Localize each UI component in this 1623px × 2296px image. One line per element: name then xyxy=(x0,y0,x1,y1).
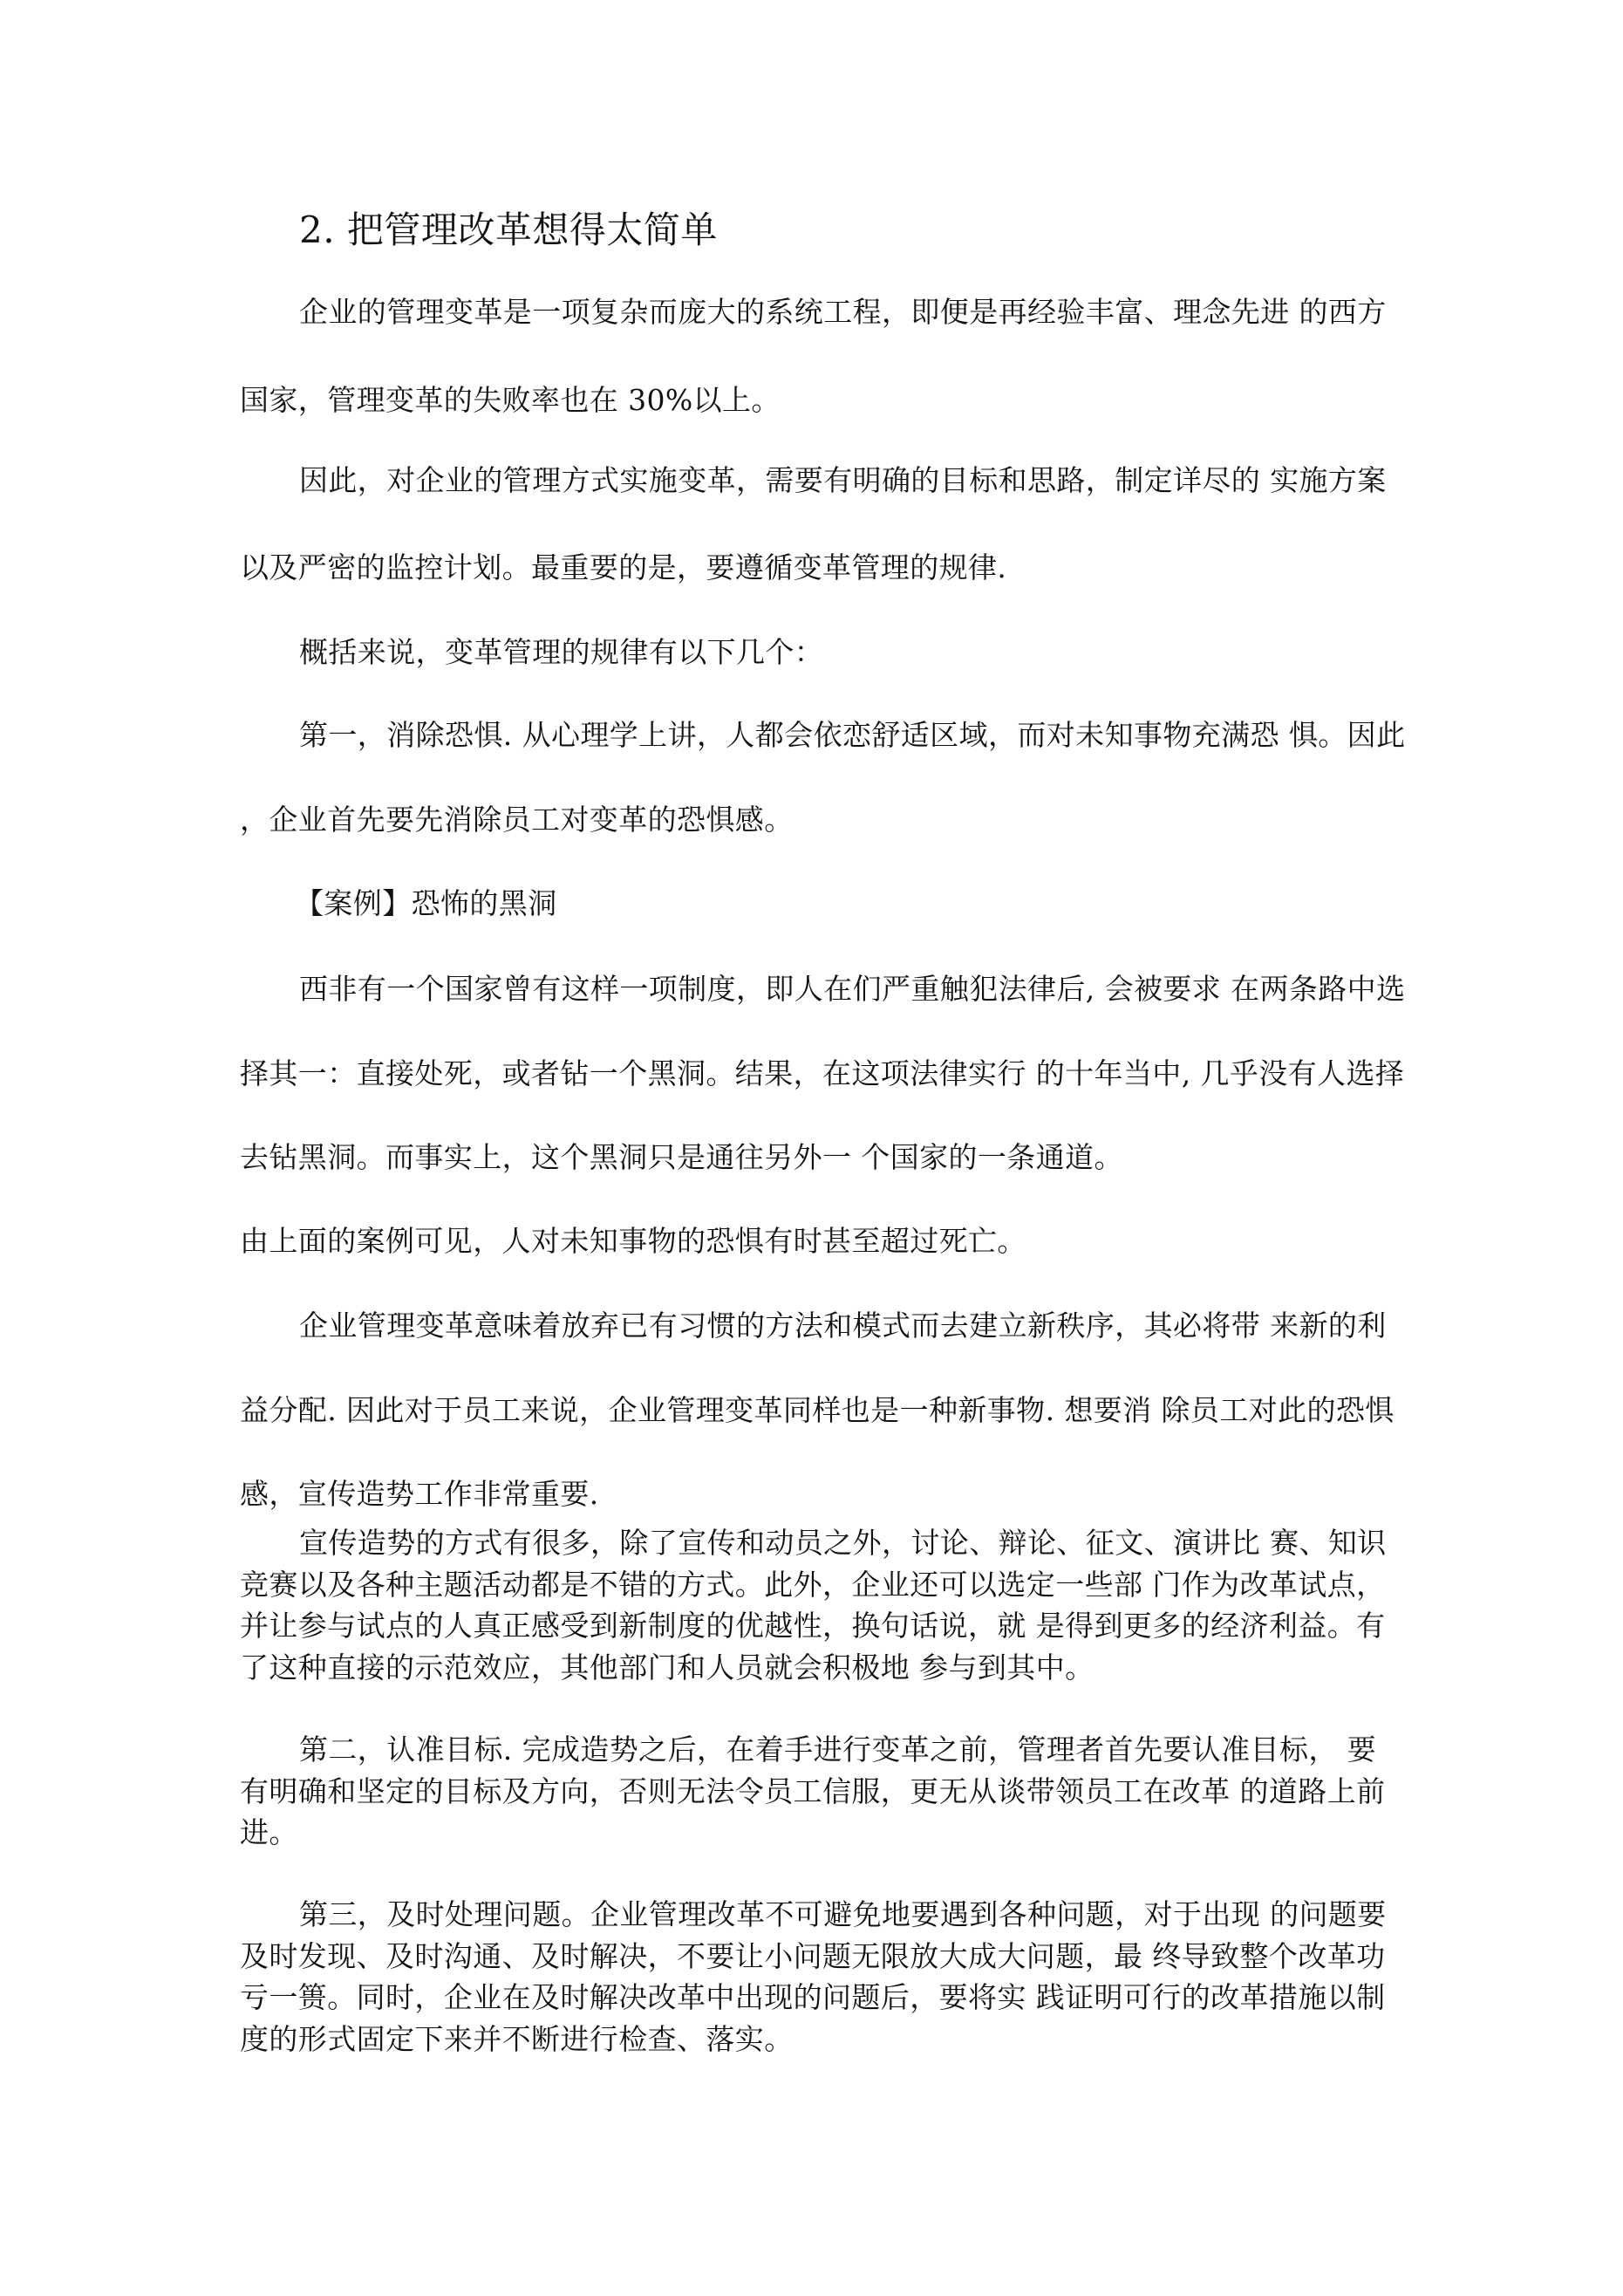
paragraph-line: 有明确和坚定的目标及方向，否则无法令员工信服，更无从谈带领员工在改革 的道路上前 xyxy=(240,1774,1386,1808)
paragraph-line: ，企业首先要先消除员工对变革的恐惧感。 xyxy=(240,803,794,837)
section-heading: 2. 把管理改革想得太简单 xyxy=(299,208,718,251)
paragraph-line: 因此，对企业的管理方式实施变革，需要有明确的目标和思路，制定详尽的 实施方案 xyxy=(299,463,1387,497)
paragraph-line: 益分配. 因此对于员工来说，企业管理变革同样也是一种新事物. 想要消 除员工对此的恐惧 xyxy=(240,1393,1395,1427)
paragraph-line: 择其一：直接处死，或者钻一个黑洞。结果，在这项法律实行 的十年当中, 几乎没有人选择 xyxy=(240,1056,1405,1090)
paragraph-line: 竞赛以及各种主题活动都是不错的方式。此外，企业还可以选定一些部 门作为改革试点， xyxy=(240,1568,1386,1602)
paragraph-line: 进。 xyxy=(240,1815,298,1849)
paragraph-line: 亏一篑。同时，企业在及时解决改革中出现的问题后，要将实 践证明可行的改革措施以制 xyxy=(240,1980,1386,2014)
paragraph-line: 由上面的案例可见，人对未知事物的恐惧有时甚至超过死亡。 xyxy=(240,1224,1026,1258)
paragraph-line: 以及严密的监控计划。最重要的是，要遵循变革管理的规律. xyxy=(240,550,1007,584)
paragraph-line: 国家，管理变革的失败率也在 30%以上。 xyxy=(240,383,781,417)
paragraph-line: 及时发现、及时沟通、及时解决，不要让小问题无限放大成大问题，最 终导致整个改革功 xyxy=(240,1939,1386,1973)
paragraph-line: 第一，消除恐惧. 从心理学上讲，人都会依恋舒适区域，而对未知事物充满恐 惧。因此 xyxy=(299,718,1406,752)
paragraph-line: 感，宣传造势工作非常重要. xyxy=(240,1477,599,1511)
paragraph-line: 并让参与试点的人真正感受到新制度的优越性，换句话说，就 是得到更多的经济利益。有 xyxy=(240,1609,1386,1643)
paragraph-line: 概括来说，变革管理的规律有以下几个： xyxy=(299,635,824,669)
case-heading: 【案例】恐怖的黑洞 xyxy=(295,886,557,920)
paragraph-line: 了这种直接的示范效应，其他部门和人员就会积极地 参与到其中。 xyxy=(240,1650,1095,1684)
paragraph-line: 去钻黑洞。而事实上，这个黑洞只是通往另外一 个国家的一条通道。 xyxy=(240,1140,1123,1174)
paragraph-line: 宣传造势的方式有很多，除了宣传和动员之外，讨论、辩论、征文、演讲比 赛、知识 xyxy=(299,1526,1387,1560)
paragraph-line: 企业管理变革意味着放弃已有习惯的方法和模式而去建立新秩序，其必将带 来新的利 xyxy=(299,1309,1387,1343)
paragraph-line: 度的形式固定下来并不断进行检查、落实。 xyxy=(240,2022,794,2056)
paragraph-line: 企业的管理变革是一项复杂而庞大的系统工程，即便是再经验丰富、理念先进 的西方 xyxy=(299,295,1387,329)
paragraph-line: 西非有一个国家曾有这样一项制度，即人在们严重触犯法律后, 会被要求 在两条路中选 xyxy=(299,972,1406,1006)
paragraph-line: 第三，及时处理问题。企业管理改革不可避免地要遇到各种问题，对于出现 的问题要 xyxy=(299,1897,1387,1931)
paragraph-line: 第二，认准目标. 完成造势之后，在着手进行变革之前，管理者首先要认准目标， 要 xyxy=(299,1732,1377,1766)
